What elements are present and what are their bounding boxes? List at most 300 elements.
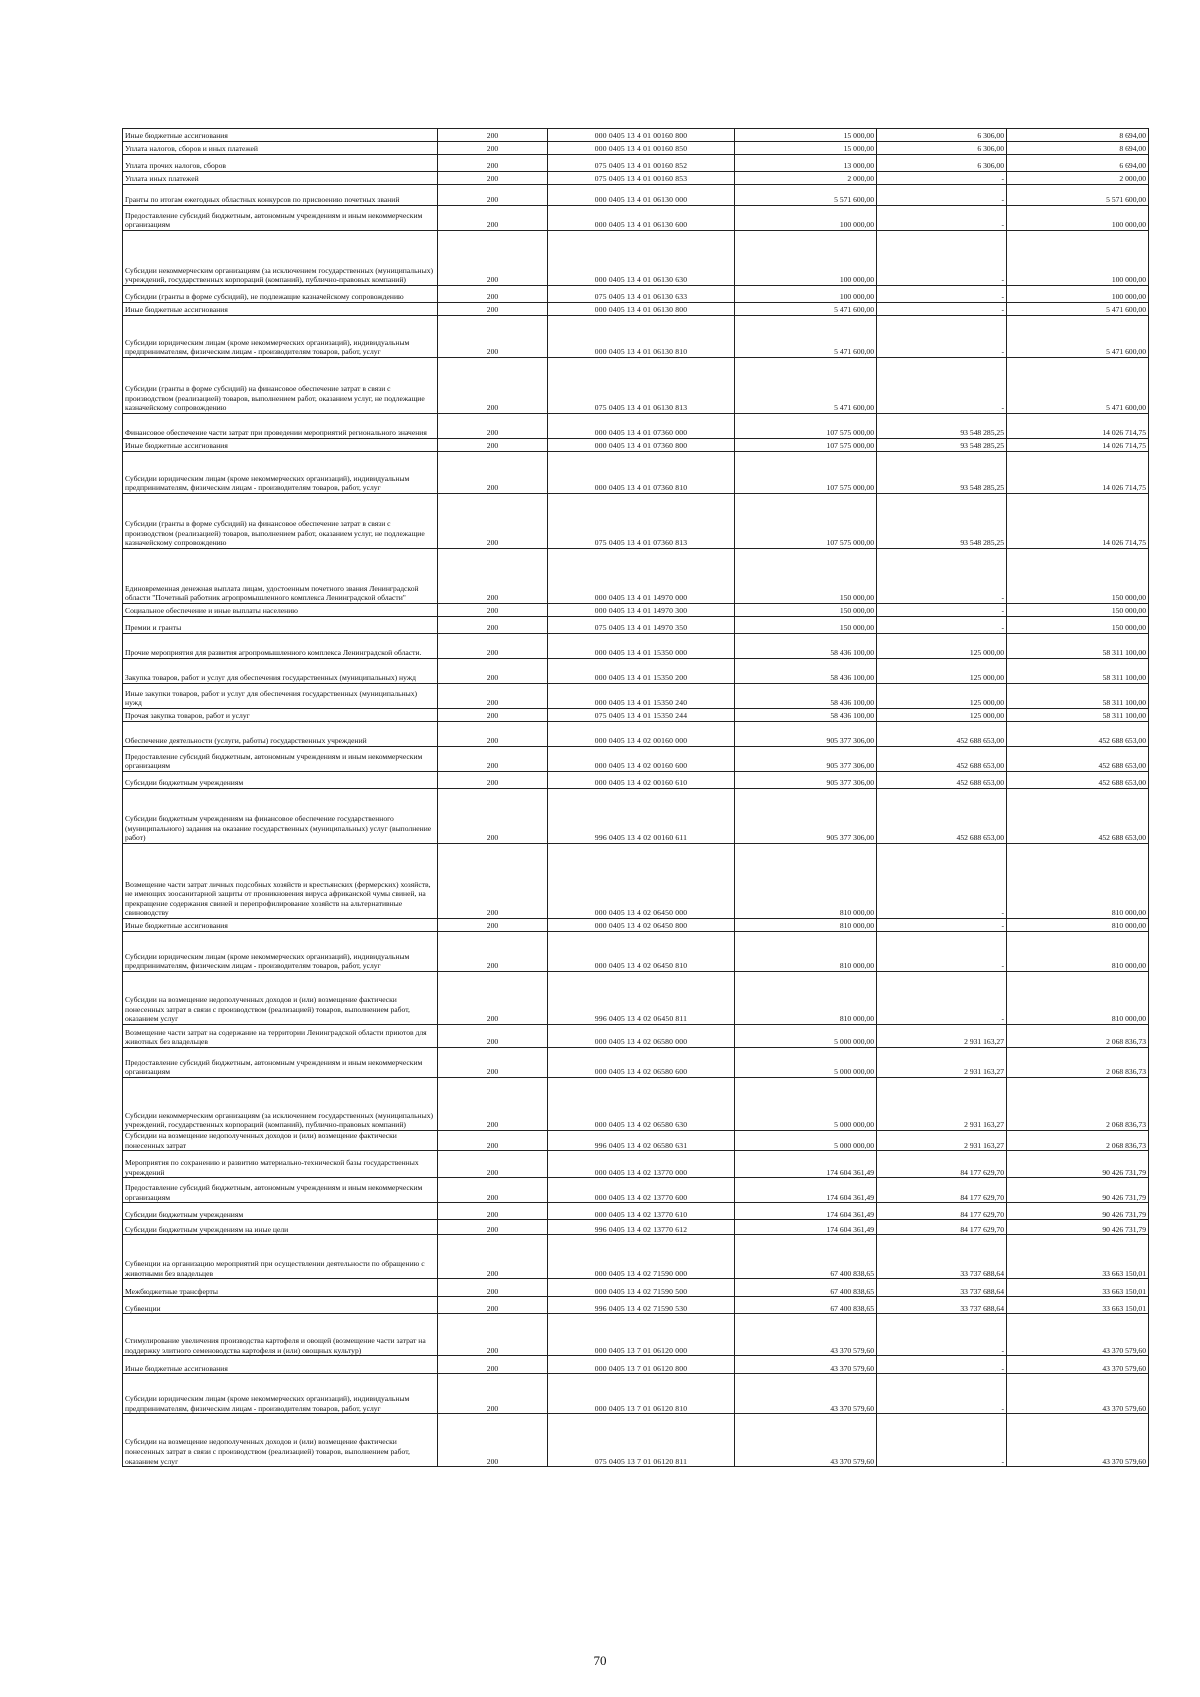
remaining-amount: 810 000,00 <box>1007 932 1149 972</box>
executed-amount: - <box>877 972 1007 1025</box>
line-item-name: Субсидии бюджетным учреждениям на финансовое обеспечение государственного (муниципального) задания на оказание государственных (муниципальных) услуг (выполнение работ) <box>123 789 438 844</box>
approved-amount: 905 377 306,00 <box>735 772 877 789</box>
line-code: 200 <box>438 972 548 1025</box>
line-code: 200 <box>438 932 548 972</box>
budget-classification-code: 000 0405 13 4 02 13770 610 <box>548 1203 735 1220</box>
line-item-name: Субсидии юридическим лицам (кроме некоммерческих организаций), индивидуальным предпринимателям, физическим лицам - производителям товаров, работ, услуг <box>123 452 438 494</box>
budget-classification-code: 000 0405 13 4 02 06580 600 <box>548 1048 735 1078</box>
budget-classification-code: 000 0405 13 4 01 07360 000 <box>548 414 735 439</box>
line-code: 200 <box>438 172 548 185</box>
executed-amount: - <box>877 1414 1007 1467</box>
line-item-name: Предоставление субсидий бюджетным, автономным учреждениям и иным некоммерческим организациям <box>123 747 438 772</box>
table-row <box>123 1048 1149 1078</box>
table-row <box>123 1235 1149 1279</box>
table-row <box>123 494 1149 549</box>
table-row <box>123 358 1149 414</box>
line-code: 200 <box>438 286 548 303</box>
table-row <box>123 142 1149 155</box>
budget-classification-code: 000 0405 13 4 02 13770 000 <box>548 1151 735 1178</box>
table-row <box>123 1025 1149 1048</box>
remaining-amount: 2 068 836,73 <box>1007 1048 1149 1078</box>
line-code: 200 <box>438 844 548 919</box>
approved-amount: 150 000,00 <box>735 549 877 604</box>
approved-amount: 5 000 000,00 <box>735 1131 877 1151</box>
line-code: 200 <box>438 709 548 722</box>
line-item-name: Гранты по итогам ежегодных областных конкурсов по присвоению почетных званий <box>123 185 438 206</box>
table-row <box>123 772 1149 789</box>
executed-amount: - <box>877 206 1007 231</box>
budget-classification-code: 996 0405 13 4 02 71590 530 <box>548 1297 735 1314</box>
line-code: 200 <box>438 634 548 659</box>
remaining-amount: 8 694,00 <box>1007 142 1149 155</box>
budget-classification-code: 000 0405 13 4 01 07360 810 <box>548 452 735 494</box>
line-code: 200 <box>438 494 548 549</box>
approved-amount: 174 604 361,49 <box>735 1151 877 1178</box>
table-row <box>123 684 1149 709</box>
line-item-name: Субсидии некоммерческим организациям (за исключением государственных (муниципальных) учреждений, государственных корпораций (компаний), публично-правовых компаний) <box>123 231 438 286</box>
table-row <box>123 185 1149 206</box>
table-row <box>123 1151 1149 1178</box>
executed-amount: 452 688 653,00 <box>877 772 1007 789</box>
line-code: 200 <box>438 1314 548 1356</box>
budget-classification-code: 000 0405 13 4 01 06130 600 <box>548 206 735 231</box>
executed-amount: 6 306,00 <box>877 129 1007 142</box>
line-item-name: Субсидии бюджетным учреждениям <box>123 1203 438 1220</box>
budget-classification-code: 000 0405 13 4 02 71590 500 <box>548 1279 735 1297</box>
table-row <box>123 1220 1149 1235</box>
line-item-name: Предоставление субсидий бюджетным, автономным учреждениям и иным некоммерческим организациям <box>123 1048 438 1078</box>
executed-amount: 125 000,00 <box>877 709 1007 722</box>
remaining-amount: 43 370 579,60 <box>1007 1414 1149 1467</box>
line-code: 200 <box>438 231 548 286</box>
table-body <box>123 129 1149 1467</box>
executed-amount: - <box>877 185 1007 206</box>
budget-classification-code: 075 0405 13 4 01 00160 852 <box>548 155 735 172</box>
remaining-amount: 14 026 714,75 <box>1007 452 1149 494</box>
line-item-name: Межбюджетные трансферты <box>123 1279 438 1297</box>
executed-amount: 33 737 688,64 <box>877 1279 1007 1297</box>
line-code: 200 <box>438 1151 548 1178</box>
line-code: 200 <box>438 155 548 172</box>
line-item-name: Субсидии юридическим лицам (кроме некоммерческих организаций), индивидуальным предпринимателям, физическим лицам - производителям товаров, работ, услуг <box>123 932 438 972</box>
line-item-name: Субсидии (гранты в форме субсидий) на финансовое обеспечение затрат в связи с производством (реализацией) товаров, выполнением работ, оказанием услуг, не подлежащие казначейскому сопровождению <box>123 358 438 414</box>
approved-amount: 150 000,00 <box>735 617 877 634</box>
line-code: 200 <box>438 604 548 617</box>
remaining-amount: 452 688 653,00 <box>1007 747 1149 772</box>
budget-classification-code: 000 0405 13 4 02 06450 800 <box>548 919 735 932</box>
table-row <box>123 1279 1149 1297</box>
remaining-amount: 6 694,00 <box>1007 155 1149 172</box>
approved-amount: 100 000,00 <box>735 286 877 303</box>
line-item-name: Финансовое обеспечение части затрат при проведении мероприятий регионального значения <box>123 414 438 439</box>
remaining-amount: 5 571 600,00 <box>1007 185 1149 206</box>
approved-amount: 905 377 306,00 <box>735 789 877 844</box>
approved-amount: 43 370 579,60 <box>735 1374 877 1414</box>
line-code: 200 <box>438 684 548 709</box>
table-row <box>123 303 1149 316</box>
line-item-name: Уплата иных платежей <box>123 172 438 185</box>
approved-amount: 5 000 000,00 <box>735 1025 877 1048</box>
approved-amount: 150 000,00 <box>735 604 877 617</box>
approved-amount: 58 436 100,00 <box>735 709 877 722</box>
table-row <box>123 659 1149 684</box>
remaining-amount: 5 471 600,00 <box>1007 316 1149 358</box>
budget-classification-code: 000 0405 13 4 02 00160 600 <box>548 747 735 772</box>
remaining-amount: 100 000,00 <box>1007 231 1149 286</box>
table-row <box>123 844 1149 919</box>
line-item-name: Субсидии (гранты в форме субсидий), не подлежащие казначейскому сопровождению <box>123 286 438 303</box>
line-item-name: Субсидии на возмещение недополученных доходов и (или) возмещение фактически понесенных затрат в связи с производством (реализацией) товаров, выполнением работ, оказанием услуг <box>123 1414 438 1467</box>
line-item-name: Возмещение части затрат на содержание на территории Ленинградской области приютов для животных без владельцев <box>123 1025 438 1048</box>
line-code: 200 <box>438 549 548 604</box>
line-item-name: Иные бюджетные ассигнования <box>123 439 438 452</box>
budget-classification-code: 075 0405 13 4 01 00160 853 <box>548 172 735 185</box>
executed-amount: - <box>877 303 1007 316</box>
line-code: 200 <box>438 129 548 142</box>
executed-amount: 93 548 285,25 <box>877 494 1007 549</box>
table-row <box>123 972 1149 1025</box>
line-code: 200 <box>438 1235 548 1279</box>
budget-classification-code: 000 0405 13 4 01 06130 810 <box>548 316 735 358</box>
approved-amount: 15 000,00 <box>735 129 877 142</box>
line-code: 200 <box>438 919 548 932</box>
approved-amount: 5 000 000,00 <box>735 1078 877 1131</box>
approved-amount: 107 575 000,00 <box>735 452 877 494</box>
table-row <box>123 634 1149 659</box>
remaining-amount: 43 370 579,60 <box>1007 1374 1149 1414</box>
budget-classification-code: 000 0405 13 4 01 15350 240 <box>548 684 735 709</box>
line-item-name: Субсидии юридическим лицам (кроме некоммерческих организаций), индивидуальным предпринимателям, физическим лицам - производителям товаров, работ, услуг <box>123 1374 438 1414</box>
executed-amount: 125 000,00 <box>877 659 1007 684</box>
line-code: 200 <box>438 1078 548 1131</box>
table-row <box>123 604 1149 617</box>
line-item-name: Возмещение части затрат личных подсобных хозяйств и крестьянских (фермерских) хозяйств, не имеющих зоосанитарной защиты от проникновения вируса африканской чумы свиней, на прекращение содержания свиней и перепрофилирование хозяйств на альтернативные свиноводству <box>123 844 438 919</box>
line-code: 200 <box>438 142 548 155</box>
approved-amount: 5 471 600,00 <box>735 316 877 358</box>
line-item-name: Социальное обеспечение и иные выплаты населению <box>123 604 438 617</box>
approved-amount: 100 000,00 <box>735 231 877 286</box>
table-row <box>123 1078 1149 1131</box>
line-item-name: Стимулирование увеличения производства картофеля и овощей (возмещение части затрат на поддержку элитного семеноводства картофеля и (или) овощных культур) <box>123 1314 438 1356</box>
remaining-amount: 43 370 579,60 <box>1007 1314 1149 1356</box>
remaining-amount: 8 694,00 <box>1007 129 1149 142</box>
approved-amount: 2 000,00 <box>735 172 877 185</box>
line-code: 200 <box>438 617 548 634</box>
executed-amount: - <box>877 1356 1007 1374</box>
approved-amount: 810 000,00 <box>735 919 877 932</box>
line-item-name: Премии и гранты <box>123 617 438 634</box>
executed-amount: 2 931 163,27 <box>877 1078 1007 1131</box>
table-row <box>123 617 1149 634</box>
executed-amount: 125 000,00 <box>877 684 1007 709</box>
approved-amount: 43 370 579,60 <box>735 1414 877 1467</box>
table-row <box>123 747 1149 772</box>
remaining-amount: 58 311 100,00 <box>1007 709 1149 722</box>
remaining-amount: 150 000,00 <box>1007 549 1149 604</box>
line-code: 200 <box>438 772 548 789</box>
remaining-amount: 5 471 600,00 <box>1007 303 1149 316</box>
executed-amount: - <box>877 844 1007 919</box>
line-item-name: Иные закупки товаров, работ и услуг для обеспечения государственных (муниципальных) нужд <box>123 684 438 709</box>
table-row <box>123 932 1149 972</box>
approved-amount: 67 400 838,65 <box>735 1235 877 1279</box>
budget-classification-code: 000 0405 13 4 01 14970 300 <box>548 604 735 617</box>
approved-amount: 58 436 100,00 <box>735 634 877 659</box>
remaining-amount: 452 688 653,00 <box>1007 772 1149 789</box>
remaining-amount: 33 663 150,01 <box>1007 1279 1149 1297</box>
executed-amount: - <box>877 617 1007 634</box>
executed-amount: 452 688 653,00 <box>877 789 1007 844</box>
budget-classification-code: 075 0405 13 7 01 06120 811 <box>548 1414 735 1467</box>
table-row <box>123 1297 1149 1314</box>
executed-amount: - <box>877 316 1007 358</box>
page-number: 70 <box>593 1653 607 1668</box>
approved-amount: 905 377 306,00 <box>735 722 877 747</box>
line-code: 200 <box>438 358 548 414</box>
budget-classification-code: 000 0405 13 7 01 06120 810 <box>548 1374 735 1414</box>
executed-amount: - <box>877 358 1007 414</box>
executed-amount: - <box>877 231 1007 286</box>
remaining-amount: 452 688 653,00 <box>1007 722 1149 747</box>
budget-classification-code: 000 0405 13 4 02 13770 600 <box>548 1178 735 1203</box>
line-code: 200 <box>438 1279 548 1297</box>
line-code: 200 <box>438 1178 548 1203</box>
remaining-amount: 810 000,00 <box>1007 919 1149 932</box>
line-item-name: Субсидии (гранты в форме субсидий) на финансовое обеспечение затрат в связи с производством (реализацией) товаров, выполнением работ, оказанием услуг, не подлежащие казначейскому сопровождению <box>123 494 438 549</box>
budget-classification-code: 000 0405 13 4 01 06130 630 <box>548 231 735 286</box>
approved-amount: 15 000,00 <box>735 142 877 155</box>
executed-amount: 6 306,00 <box>877 142 1007 155</box>
executed-amount: 84 177 629,70 <box>877 1220 1007 1235</box>
executed-amount: 452 688 653,00 <box>877 747 1007 772</box>
line-code: 200 <box>438 1131 548 1151</box>
approved-amount: 58 436 100,00 <box>735 659 877 684</box>
line-code: 200 <box>438 452 548 494</box>
executed-amount: 33 737 688,64 <box>877 1297 1007 1314</box>
table-row <box>123 452 1149 494</box>
line-code: 200 <box>438 316 548 358</box>
approved-amount: 13 000,00 <box>735 155 877 172</box>
approved-amount: 810 000,00 <box>735 844 877 919</box>
remaining-amount: 100 000,00 <box>1007 206 1149 231</box>
remaining-amount: 58 311 100,00 <box>1007 684 1149 709</box>
executed-amount: 84 177 629,70 <box>877 1178 1007 1203</box>
line-item-name: Субвенции на организацию мероприятий при осуществлении деятельности по обращению с животными без владельцев <box>123 1235 438 1279</box>
executed-amount: 125 000,00 <box>877 634 1007 659</box>
approved-amount: 67 400 838,65 <box>735 1279 877 1297</box>
line-item-name: Субсидии некоммерческим организациям (за исключением государственных (муниципальных) учреждений, государственных корпораций (компаний), публично-правовых компаний) <box>123 1078 438 1131</box>
executed-amount: - <box>877 549 1007 604</box>
line-item-name: Иные бюджетные ассигнования <box>123 129 438 142</box>
budget-classification-code: 000 0405 13 4 01 07360 800 <box>548 439 735 452</box>
line-item-name: Единовременная денежная выплата лицам, удостоенным почетного звания Ленинградской области "Почетный работник агропромышленного комплекса Ленинградской области" <box>123 549 438 604</box>
line-item-name: Прочая закупка товаров, работ и услуг <box>123 709 438 722</box>
budget-classification-code: 000 0405 13 7 01 06120 800 <box>548 1356 735 1374</box>
table-row <box>123 439 1149 452</box>
table-row <box>123 1314 1149 1356</box>
line-code: 200 <box>438 722 548 747</box>
executed-amount: 6 306,00 <box>877 155 1007 172</box>
line-item-name: Субсидии бюджетным учреждениям <box>123 772 438 789</box>
line-code: 200 <box>438 1374 548 1414</box>
remaining-amount: 2 068 836,73 <box>1007 1131 1149 1151</box>
line-item-name: Субсидии на возмещение недополученных доходов и (или) возмещение фактически понесенных затрат в связи с производством (реализацией) товаров, выполнением работ, оказанием услуг <box>123 972 438 1025</box>
line-code: 200 <box>438 414 548 439</box>
budget-classification-code: 000 0405 13 7 01 06120 000 <box>548 1314 735 1356</box>
remaining-amount: 58 311 100,00 <box>1007 634 1149 659</box>
table-row <box>123 1178 1149 1203</box>
table-row <box>123 549 1149 604</box>
remaining-amount: 90 426 731,79 <box>1007 1220 1149 1235</box>
table-row <box>123 789 1149 844</box>
budget-classification-code: 000 0405 13 4 02 06450 000 <box>548 844 735 919</box>
executed-amount: 93 548 285,25 <box>877 452 1007 494</box>
executed-amount: 93 548 285,25 <box>877 414 1007 439</box>
remaining-amount: 2 068 836,73 <box>1007 1025 1149 1048</box>
line-code: 200 <box>438 1297 548 1314</box>
budget-classification-code: 996 0405 13 4 02 13770 612 <box>548 1220 735 1235</box>
budget-classification-code: 000 0405 13 4 02 71590 000 <box>548 1235 735 1279</box>
line-item-name: Мероприятия по сохранению и развитию материально-технической базы государственных учреждений <box>123 1151 438 1178</box>
executed-amount: - <box>877 286 1007 303</box>
remaining-amount: 90 426 731,79 <box>1007 1151 1149 1178</box>
budget-classification-code: 000 0405 13 4 02 06450 810 <box>548 932 735 972</box>
line-code: 200 <box>438 747 548 772</box>
budget-classification-code: 000 0405 13 4 02 00160 000 <box>548 722 735 747</box>
table-row <box>123 1374 1149 1414</box>
approved-amount: 58 436 100,00 <box>735 684 877 709</box>
line-item-name: Субсидии на возмещение недополученных доходов и (или) возмещение фактически понесенных затрат <box>123 1131 438 1151</box>
line-code: 200 <box>438 1025 548 1048</box>
table-row <box>123 414 1149 439</box>
remaining-amount: 14 026 714,75 <box>1007 494 1149 549</box>
approved-amount: 905 377 306,00 <box>735 747 877 772</box>
line-item-name: Иные бюджетные ассигнования <box>123 919 438 932</box>
remaining-amount: 810 000,00 <box>1007 972 1149 1025</box>
line-code: 200 <box>438 1414 548 1467</box>
approved-amount: 810 000,00 <box>735 932 877 972</box>
remaining-amount: 33 663 150,01 <box>1007 1297 1149 1314</box>
remaining-amount: 2 068 836,73 <box>1007 1078 1149 1131</box>
executed-amount: 84 177 629,70 <box>877 1151 1007 1178</box>
executed-amount: 2 931 163,27 <box>877 1048 1007 1078</box>
approved-amount: 5 571 600,00 <box>735 185 877 206</box>
remaining-amount: 150 000,00 <box>1007 604 1149 617</box>
budget-classification-code: 000 0405 13 4 01 00160 850 <box>548 142 735 155</box>
executed-amount: 93 548 285,25 <box>877 439 1007 452</box>
table-row <box>123 1356 1149 1374</box>
line-item-name: Субвенции <box>123 1297 438 1314</box>
remaining-amount: 150 000,00 <box>1007 617 1149 634</box>
line-item-name: Предоставление субсидий бюджетным, автономным учреждениям и иным некоммерческим организациям <box>123 1178 438 1203</box>
remaining-amount: 90 426 731,79 <box>1007 1203 1149 1220</box>
table-row <box>123 206 1149 231</box>
executed-amount: - <box>877 604 1007 617</box>
remaining-amount: 100 000,00 <box>1007 286 1149 303</box>
table-row <box>123 155 1149 172</box>
table-row <box>123 172 1149 185</box>
budget-classification-code: 996 0405 13 4 02 06580 631 <box>548 1131 735 1151</box>
line-item-name: Субсидии бюджетным учреждениям на иные цели <box>123 1220 438 1235</box>
budget-classification-code: 075 0405 13 4 01 06130 633 <box>548 286 735 303</box>
approved-amount: 5 471 600,00 <box>735 358 877 414</box>
table-row <box>123 316 1149 358</box>
approved-amount: 67 400 838,65 <box>735 1297 877 1314</box>
executed-amount: 2 931 163,27 <box>877 1131 1007 1151</box>
line-code: 200 <box>438 1203 548 1220</box>
remaining-amount: 14 026 714,75 <box>1007 414 1149 439</box>
budget-classification-code: 075 0405 13 4 01 15350 244 <box>548 709 735 722</box>
table-row <box>123 286 1149 303</box>
line-code: 200 <box>438 206 548 231</box>
budget-classification-code: 000 0405 13 4 01 06130 800 <box>548 303 735 316</box>
table-row <box>123 129 1149 142</box>
line-item-name: Уплата налогов, сборов и иных платежей <box>123 142 438 155</box>
line-item-name: Предоставление субсидий бюджетным, автономным учреждениям и иным некоммерческим организациям <box>123 206 438 231</box>
line-item-name: Иные бюджетные ассигнования <box>123 1356 438 1374</box>
line-item-name: Обеспечение деятельности (услуги, работы) государственных учреждений <box>123 722 438 747</box>
line-code: 200 <box>438 1220 548 1235</box>
table-row <box>123 1131 1149 1151</box>
table-row <box>123 722 1149 747</box>
remaining-amount: 90 426 731,79 <box>1007 1178 1149 1203</box>
approved-amount: 174 604 361,49 <box>735 1220 877 1235</box>
budget-classification-code: 075 0405 13 4 01 07360 813 <box>548 494 735 549</box>
approved-amount: 43 370 579,60 <box>735 1314 877 1356</box>
executed-amount: 452 688 653,00 <box>877 722 1007 747</box>
budget-classification-code: 000 0405 13 4 01 00160 800 <box>548 129 735 142</box>
executed-amount: - <box>877 919 1007 932</box>
remaining-amount: 58 311 100,00 <box>1007 659 1149 684</box>
line-code: 200 <box>438 789 548 844</box>
remaining-amount: 33 663 150,01 <box>1007 1235 1149 1279</box>
table-row <box>123 1203 1149 1220</box>
approved-amount: 43 370 579,60 <box>735 1356 877 1374</box>
line-item-name: Закупка товаров, работ и услуг для обеспечения государственных (муниципальных) нужд <box>123 659 438 684</box>
approved-amount: 5 000 000,00 <box>735 1048 877 1078</box>
remaining-amount: 5 471 600,00 <box>1007 358 1149 414</box>
approved-amount: 107 575 000,00 <box>735 494 877 549</box>
budget-execution-table <box>122 128 1149 1467</box>
approved-amount: 100 000,00 <box>735 206 877 231</box>
budget-classification-code: 075 0405 13 4 01 06130 813 <box>548 358 735 414</box>
remaining-amount: 452 688 653,00 <box>1007 789 1149 844</box>
remaining-amount: 810 000,00 <box>1007 844 1149 919</box>
line-item-name: Субсидии юридическим лицам (кроме некоммерческих организаций), индивидуальным предпринимателям, физическим лицам - производителям товаров, работ, услуг <box>123 316 438 358</box>
approved-amount: 174 604 361,49 <box>735 1178 877 1203</box>
executed-amount: - <box>877 172 1007 185</box>
line-item-name: Прочие мероприятия для развития агропромышленного комплекса Ленинградской области. <box>123 634 438 659</box>
budget-classification-code: 000 0405 13 4 02 00160 610 <box>548 772 735 789</box>
executed-amount: 2 931 163,27 <box>877 1025 1007 1048</box>
line-code: 200 <box>438 439 548 452</box>
budget-classification-code: 996 0405 13 4 02 06450 811 <box>548 972 735 1025</box>
executed-amount: 84 177 629,70 <box>877 1203 1007 1220</box>
executed-amount: - <box>877 1314 1007 1356</box>
table-row <box>123 231 1149 286</box>
table-row <box>123 709 1149 722</box>
line-code: 200 <box>438 1356 548 1374</box>
line-item-name: Уплата прочих налогов, сборов <box>123 155 438 172</box>
budget-classification-code: 000 0405 13 4 02 06580 630 <box>548 1078 735 1131</box>
remaining-amount: 43 370 579,60 <box>1007 1356 1149 1374</box>
budget-classification-code: 000 0405 13 4 02 06580 000 <box>548 1025 735 1048</box>
table-row <box>123 919 1149 932</box>
budget-classification-code: 000 0405 13 4 01 15350 200 <box>548 659 735 684</box>
line-code: 200 <box>438 1048 548 1078</box>
budget-classification-code: 000 0405 13 4 01 15350 000 <box>548 634 735 659</box>
executed-amount: 33 737 688,64 <box>877 1235 1007 1279</box>
